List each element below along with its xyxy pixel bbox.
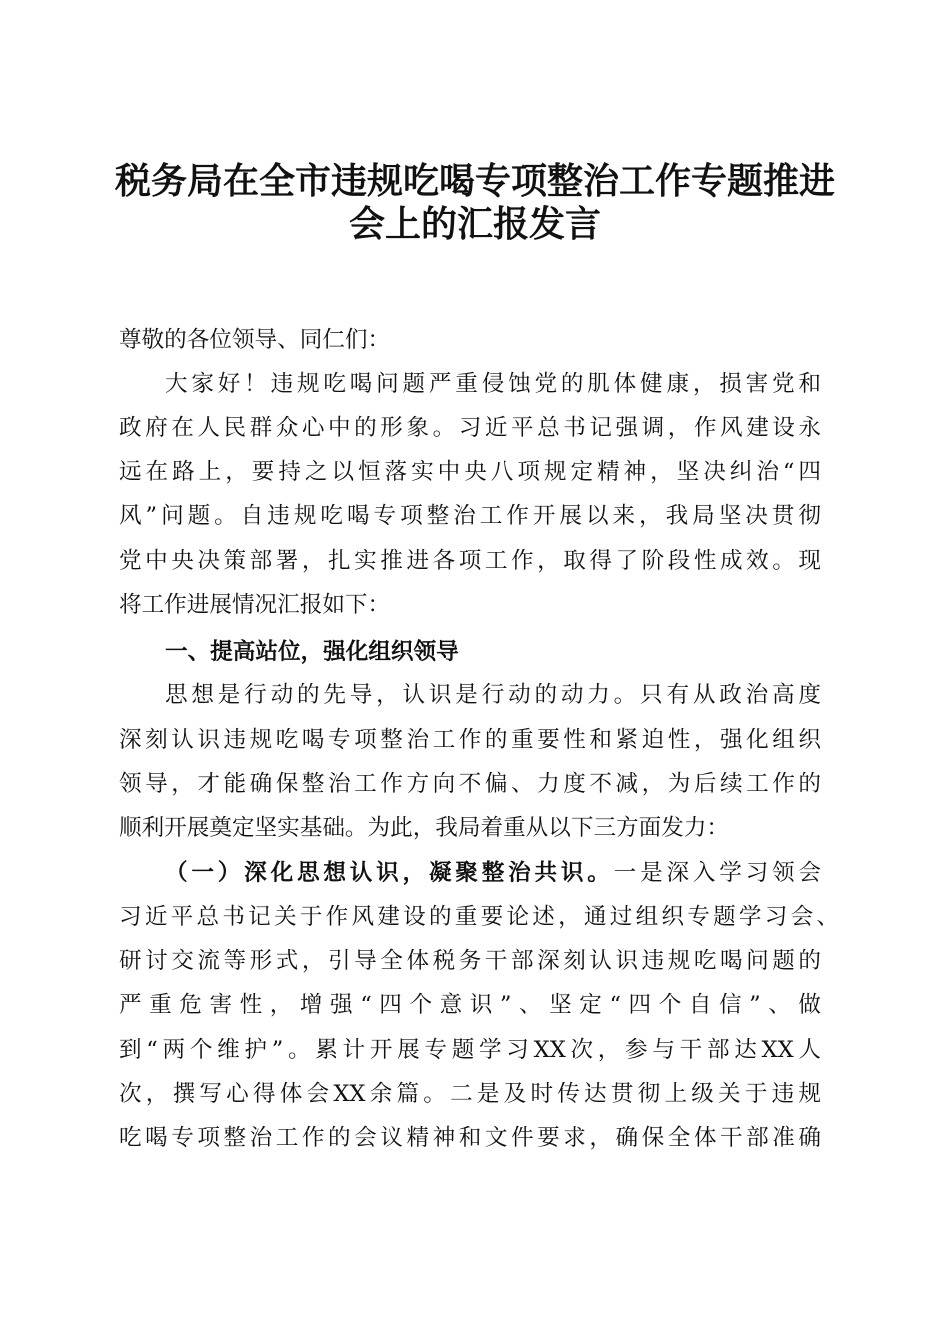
section-1-line-1: 思想是行动的先导，认识是行动的动力。只有从政治高度 [165, 682, 821, 708]
sub-1-line-3: 研讨交流等形式，引导全体税务干部深刻认识违规吃喝问题的 [119, 948, 821, 974]
section-1-line-4: 顺利开展奠定坚实基础。为此，我局着重从以下三方面发力： [119, 815, 730, 841]
sub-1-line-2: 习近平总书记关于作风建设的重要论述，通过组织专题学习会、 [119, 904, 839, 930]
intro-line-3: 远在路上，要持之以恒落实中央八项规定精神，坚决纠治“四 [119, 459, 821, 485]
section-1-heading: 一、提高站位，强化组织领导 [165, 639, 459, 665]
document-title-line-2: 会上的汇报发言 [348, 203, 601, 245]
intro-line-1: 大家好！违规吃喝问题严重侵蚀党的肌体健康，损害党和 [165, 371, 821, 397]
intro-line-6: 将工作进展情况汇报如下： [119, 592, 391, 618]
section-1-line-3: 领导，才能确保整治工作方向不偏、力度不减，为后续工作的 [119, 771, 821, 797]
sub-1-line-6: 次，撰写心得体会XX余篇。二是及时传达贯彻上级关于违规 [119, 1081, 821, 1107]
intro-line-4: 风”问题。自违规吃喝专项整治工作开展以来，我局坚决贯彻 [119, 503, 821, 529]
sub-1-heading: （一）深化思想认识，凝聚整治共识。 [165, 860, 614, 886]
sub-1-line-4: 严重危害性，增强“四个意识”、坚定“四个自信”、做 [119, 992, 821, 1018]
section-1-line-2: 深刻认识违规吃喝专项整治工作的重要性和紧迫性，强化组织 [119, 727, 821, 753]
sub-1-line-7: 吃喝专项整治工作的会议精神和文件要求，确保全体干部准确 [119, 1125, 821, 1151]
salutation: 尊敬的各位领导、同仁们： [119, 327, 391, 353]
intro-line-5: 党中央决策部署，扎实推进各项工作，取得了阶段性成效。现 [119, 548, 821, 574]
intro-line-2: 政府在人民群众心中的形象。习近平总书记强调，作风建设永 [119, 415, 821, 441]
sub-1-first-line [165, 858, 821, 888]
sub-1-first-line-rest: 一是深入学习领会 [613, 860, 822, 886]
sub-1-line-5: 到“两个维护”。累计开展专题学习XX次，参与干部达XX人 [119, 1037, 821, 1063]
document-title-line-1: 税务局在全市违规吃喝专项整治工作专题推进 [114, 160, 835, 202]
